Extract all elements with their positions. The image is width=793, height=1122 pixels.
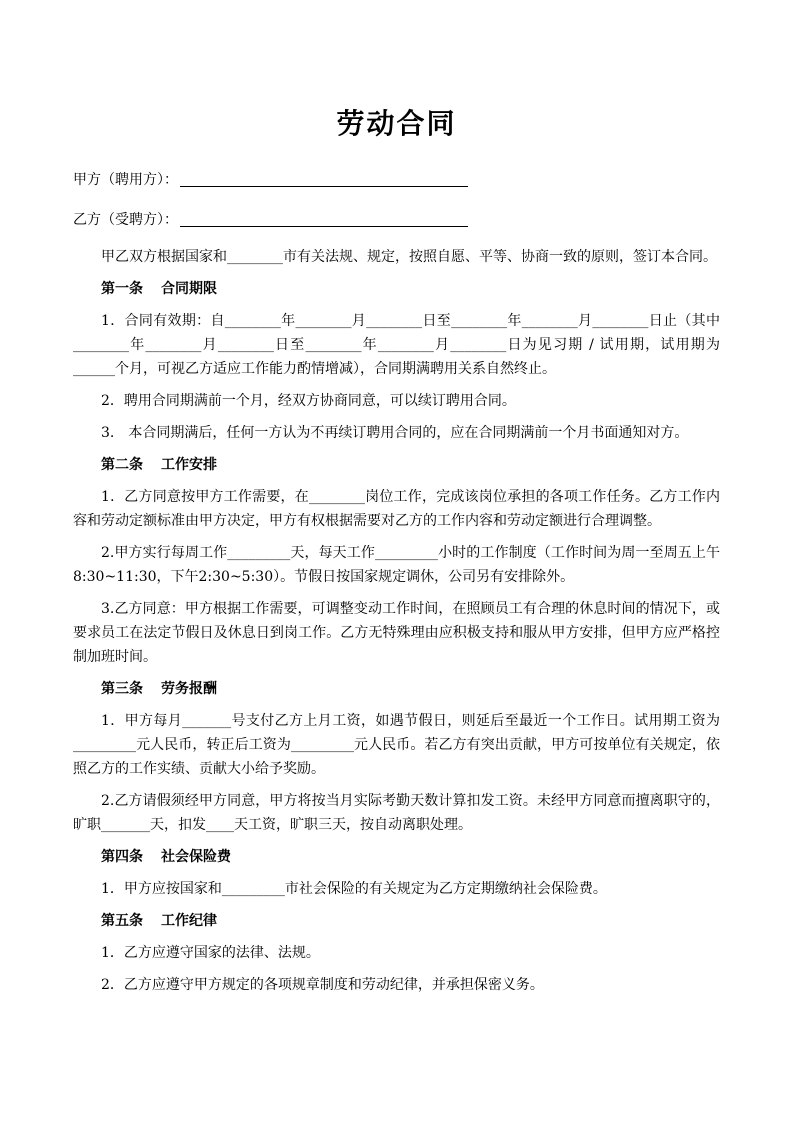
intro-paragraph: 甲乙双方根据国家和________市有关法规、规定，按照自愿、平等、协商一致的原则，签订本合同。 [101,249,717,265]
document-title: 劳动合同 [336,107,457,140]
section-number: 第四条 [101,849,143,865]
section-number: 第三条 [101,681,143,697]
party-a-line [73,168,468,192]
section-title: 工作安排 [161,457,217,473]
clause-paragraph: 2．乙方应遵守甲方规定的各项规章制度和劳动纪律，并承担保密义务。 [101,977,544,993]
section-title: 社会保险费 [161,849,231,865]
party-b-label: 乙方（受聘方）： [73,212,178,228]
clause-paragraph: 3. 本合同期满后，任何一方认为不再续订聘用合同的，应在合同期满前一个月书面通知对方。 [101,425,689,441]
section-heading [73,277,720,301]
clause-paragraph: 1．乙方同意按甲方工作需要，在________岗位工作，完成该岗位承担的各项工作任务。乙方工作内容和劳动定额标准由甲方决定，甲方有权根据需要对乙方的工作内容和劳动定额进行合理调整。 [73,489,720,529]
section-title: 合同期限 [161,281,217,297]
section-number: 第五条 [101,913,143,929]
clause-paragraph: 2．聘用合同期满前一个月，经双方协商同意，可以续订聘用合同。 [101,393,516,409]
party-b-blank [180,208,468,227]
party-b-line [73,208,468,232]
clause-paragraph: 1．合同有效期：自________年________月________日至________年________月________日止（其中________年________月________日至________年________月________日为见习期 / 试用期，试用期为______个月，可视乙方适应工作能力酌情增减），合同期满聘用关系自然终止。 [73,313,720,377]
clause-paragraph: 2.乙方请假须经甲方同意，甲方将按当月实际考勤天数计算扣发工资。未经甲方同意而擅离职守的，旷职_______天，扣发____天工资，旷职三天，按自动离职处理。 [73,793,720,833]
section-heading [73,909,720,933]
section-number: 第二条 [101,457,143,473]
section-heading [73,677,720,701]
clause-paragraph: 2.甲方实行每周工作_________天，每天工作_________小时的工作制度（工作时间为周一至周五上午8:30~11:30，下午2:30~5:30）。节假日按国家规定调休，公司另有安排除外。 [73,545,720,585]
section-number: 第一条 [101,281,143,297]
clause-paragraph: 1．乙方应遵守国家的法律、法规。 [101,945,320,961]
section-title: 劳务报酬 [161,681,217,697]
section-heading [73,845,720,869]
party-a-blank [180,168,468,187]
clause-paragraph: 1．甲方每月_______号支付乙方上月工资，如遇节假日，则延后至最近一个工作日。试用期工资为_________元人民币，转正后工资为_________元人民币。若乙方有突出贡献，甲方可按单位有关规定，依照乙方的工作实绩、贡献大小给予奖励。 [73,713,720,777]
clause-paragraph: 1．甲方应按国家和_________市社会保险的有关规定为乙方定期缴纳社会保险费。 [101,881,607,897]
clause-paragraph: 3.乙方同意：甲方根据工作需要，可调整变动工作时间，在照顾员工有合理的休息时间的情况下，或要求员工在法定节假日及休息日到岗工作。乙方无特殊理由应积极支持和服从甲方安排，但甲方应严格控制加班时间。 [73,601,720,665]
section-heading [73,453,720,477]
party-a-label: 甲方（聘用方）： [73,172,178,188]
contract-body [73,245,720,1005]
section-title: 工作纪律 [161,913,217,929]
sections [73,277,720,997]
